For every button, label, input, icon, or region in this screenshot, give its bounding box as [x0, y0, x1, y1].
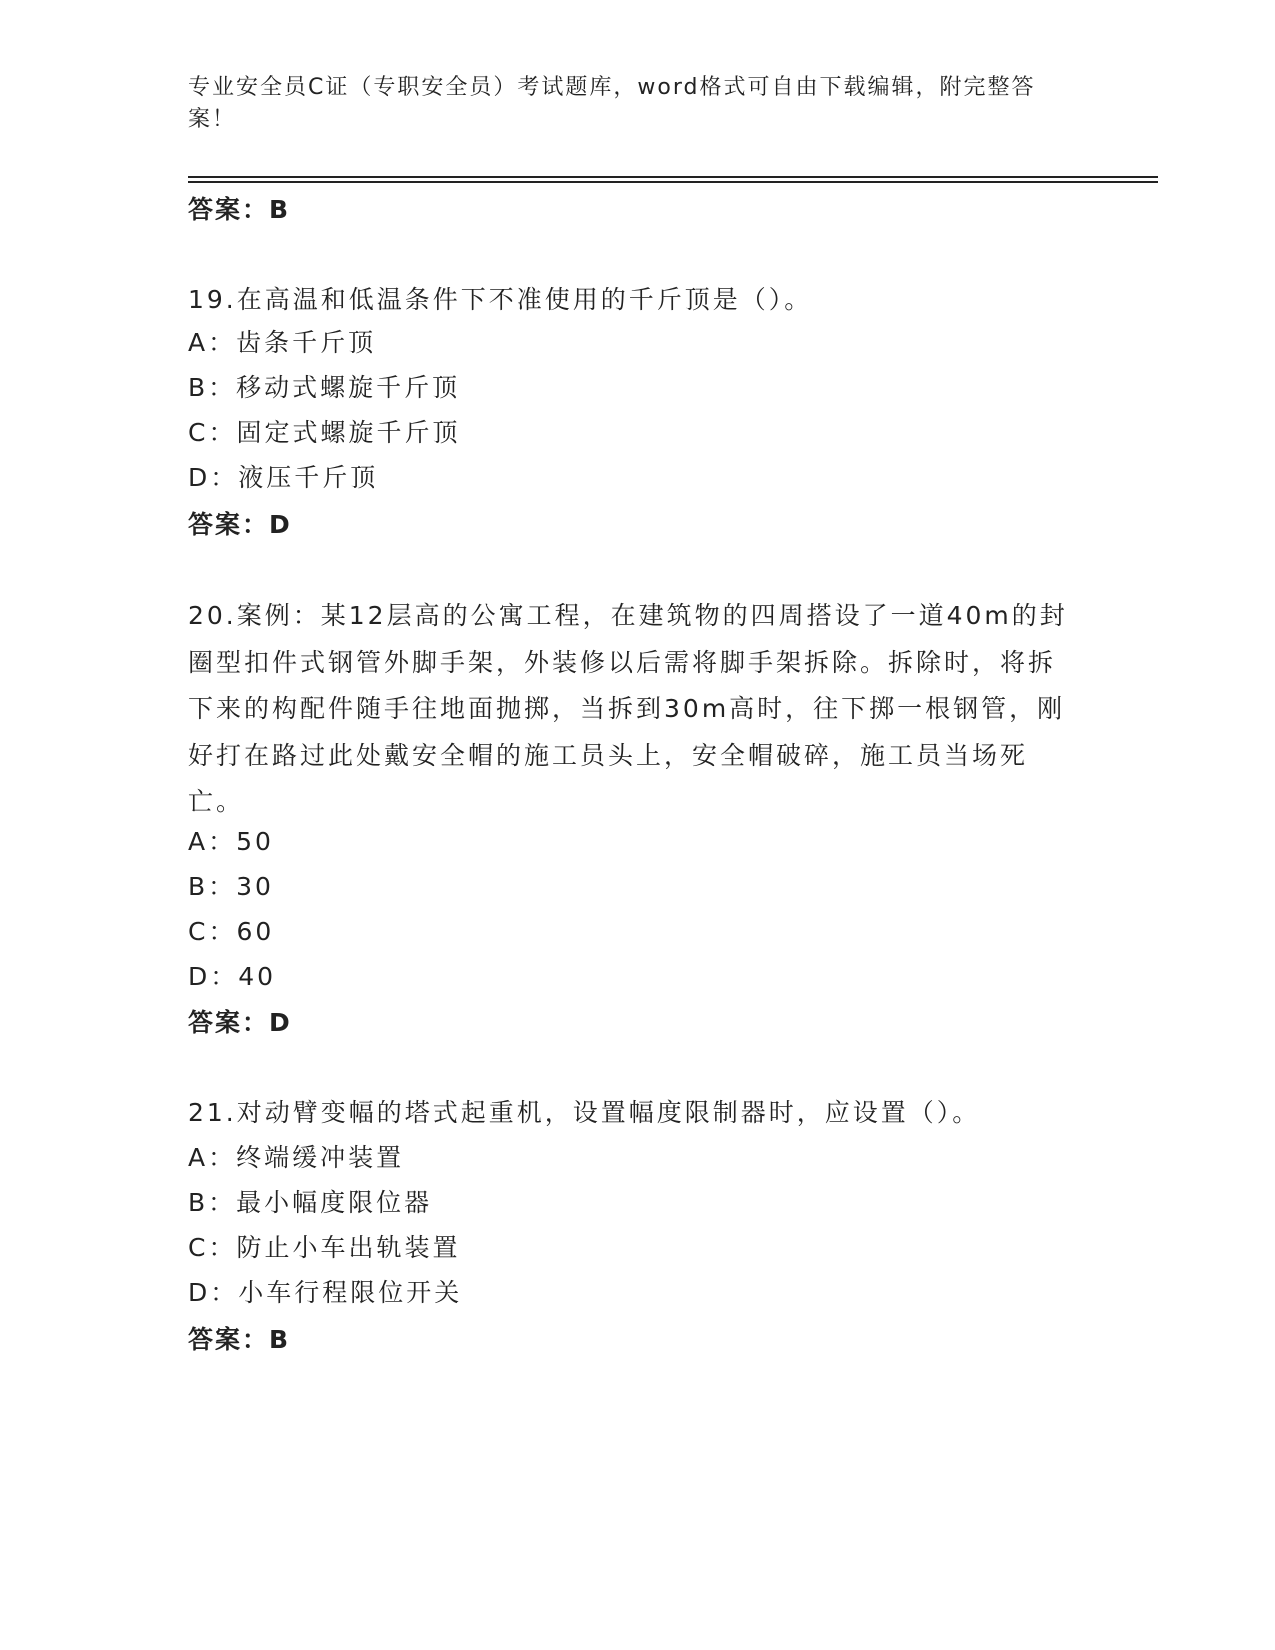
document-header: 专业安全员C证（专职安全员）考试题库，word格式可自由下载编辑，附完整答案！: [188, 75, 1036, 132]
question-21-option-c: C：防止小车出轨装置: [188, 1233, 461, 1262]
question-19-option-b: B：移动式螺旋千斤顶: [188, 373, 461, 402]
question-19-answer: 答案：D: [188, 510, 292, 539]
question-20-stem: 20.案例：某12层高的公寓工程，在建筑物的四周搭设了一道40m的封圈型扣件式钢管外脚手架，外装修以后需将脚手架拆除。拆除时，将拆下来的构配件随手往地面抛掷，当拆到30m高时，往下掷一根钢管，刚好打在路过此处戴安全帽的施工员头上，安全帽破碎，施工员当场死亡。: [188, 601, 1068, 816]
question-20-option-b: B：30: [188, 872, 274, 901]
question-20-option-d: D：40: [188, 962, 277, 991]
question-21-answer: 答案：B: [188, 1325, 291, 1354]
question-20-answer: 答案：D: [188, 1008, 292, 1037]
question-21-option-a: A：终端缓冲装置: [188, 1143, 405, 1172]
answer-previous: 答案：B: [188, 195, 291, 224]
question-20-option-c: C：60: [188, 917, 275, 946]
header-rule-bottom: [188, 181, 1158, 183]
question-21-stem: 21.对动臂变幅的塔式起重机，设置幅度限制器时，应设置（）。: [188, 1098, 981, 1127]
question-20-option-a: A：50: [188, 827, 274, 856]
question-21-option-d: D：小车行程限位开关: [188, 1278, 463, 1307]
header-rule-top: [188, 176, 1158, 178]
question-21-option-b: B：最小幅度限位器: [188, 1188, 433, 1217]
question-19-option-a: A：齿条千斤顶: [188, 328, 377, 357]
question-19-stem: 19.在高温和低温条件下不准使用的千斤顶是（）。: [188, 285, 813, 314]
question-19-option-d: D：液压千斤顶: [188, 463, 379, 492]
question-19-option-c: C：固定式螺旋千斤顶: [188, 418, 461, 447]
